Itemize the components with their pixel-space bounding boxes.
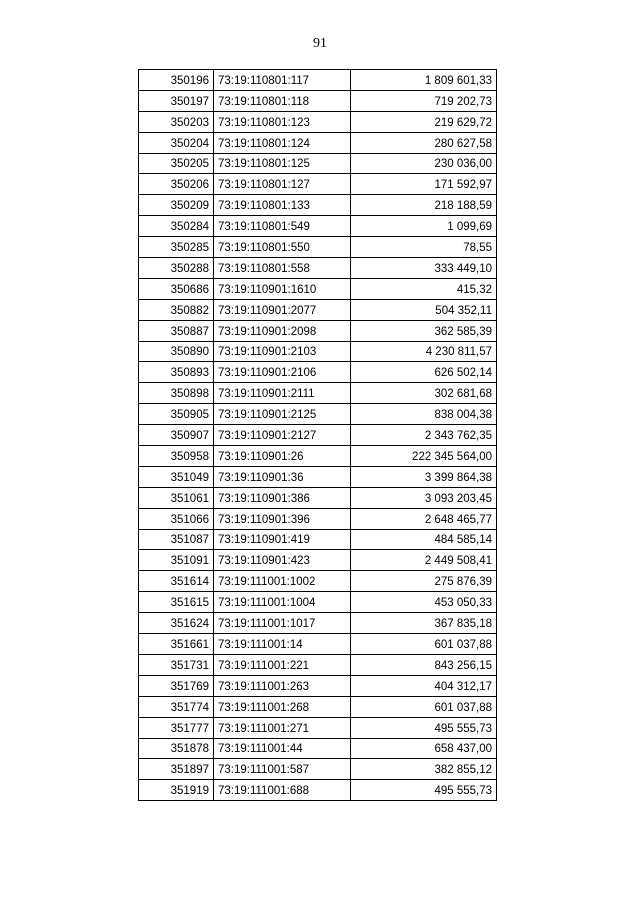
table-row bbox=[139, 111, 497, 132]
cadastral-number-cell: 73:19:110801:133 bbox=[214, 195, 351, 216]
cadastral-number-cell: 73:19:110801:125 bbox=[214, 153, 351, 174]
table-row bbox=[139, 613, 497, 634]
table-row bbox=[139, 425, 497, 446]
amount-cell: 2 648 465,77 bbox=[351, 508, 497, 529]
row-id-cell: 350893 bbox=[139, 362, 214, 383]
cadastral-number-cell: 73:19:111001:268 bbox=[214, 696, 351, 717]
amount-cell: 171 592,97 bbox=[351, 174, 497, 195]
row-id-cell: 350284 bbox=[139, 216, 214, 237]
row-id-cell: 351774 bbox=[139, 696, 214, 717]
row-id-cell: 351615 bbox=[139, 592, 214, 613]
amount-cell: 719 202,73 bbox=[351, 90, 497, 111]
amount-cell: 3 399 864,38 bbox=[351, 466, 497, 487]
row-id-cell: 351731 bbox=[139, 654, 214, 675]
cadastral-number-cell: 73:19:110901:423 bbox=[214, 550, 351, 571]
row-id-cell: 350204 bbox=[139, 132, 214, 153]
amount-cell: 601 037,88 bbox=[351, 634, 497, 655]
cadastral-number-cell: 73:19:110901:2098 bbox=[214, 320, 351, 341]
amount-cell: 219 629,72 bbox=[351, 111, 497, 132]
cadastral-number-cell: 73:19:111001:271 bbox=[214, 717, 351, 738]
table-row bbox=[139, 132, 497, 153]
amount-cell: 495 555,73 bbox=[351, 780, 497, 801]
cadastral-number-cell: 73:19:110801:558 bbox=[214, 258, 351, 279]
cadastral-number-cell: 73:19:111001:1017 bbox=[214, 613, 351, 634]
row-id-cell: 351878 bbox=[139, 738, 214, 759]
amount-cell: 275 876,39 bbox=[351, 571, 497, 592]
row-id-cell: 350958 bbox=[139, 446, 214, 467]
cadastral-number-cell: 73:19:110901:386 bbox=[214, 487, 351, 508]
cadastral-number-cell: 73:19:111001:14 bbox=[214, 634, 351, 655]
row-id-cell: 350898 bbox=[139, 383, 214, 404]
amount-cell: 367 835,18 bbox=[351, 613, 497, 634]
page-number: 91 bbox=[313, 36, 327, 51]
cadastral-number-cell: 73:19:110901:2125 bbox=[214, 404, 351, 425]
amount-cell: 838 004,38 bbox=[351, 404, 497, 425]
row-id-cell: 351061 bbox=[139, 487, 214, 508]
amount-cell: 302 681,68 bbox=[351, 383, 497, 404]
cadastral-number-cell: 73:19:110801:117 bbox=[214, 70, 351, 91]
row-id-cell: 351049 bbox=[139, 466, 214, 487]
table-row bbox=[139, 550, 497, 571]
table-row bbox=[139, 654, 497, 675]
row-id-cell: 351066 bbox=[139, 508, 214, 529]
row-id-cell: 350686 bbox=[139, 278, 214, 299]
cadastral-number-cell: 73:19:110901:2106 bbox=[214, 362, 351, 383]
table-row bbox=[139, 195, 497, 216]
table-row bbox=[139, 90, 497, 111]
table-row bbox=[139, 696, 497, 717]
cadastral-number-cell: 73:19:110801:123 bbox=[214, 111, 351, 132]
row-id-cell: 351919 bbox=[139, 780, 214, 801]
amount-cell: 230 036,00 bbox=[351, 153, 497, 174]
data-table bbox=[138, 69, 497, 801]
amount-cell: 382 855,12 bbox=[351, 759, 497, 780]
cadastral-number-cell: 73:19:110901:36 bbox=[214, 466, 351, 487]
table-row bbox=[139, 362, 497, 383]
table-row bbox=[139, 299, 497, 320]
amount-cell: 78,55 bbox=[351, 237, 497, 258]
row-id-cell: 350205 bbox=[139, 153, 214, 174]
table-row bbox=[139, 634, 497, 655]
cadastral-number-cell: 73:19:111001:44 bbox=[214, 738, 351, 759]
amount-cell: 1 099,69 bbox=[351, 216, 497, 237]
row-id-cell: 351897 bbox=[139, 759, 214, 780]
row-id-cell: 350203 bbox=[139, 111, 214, 132]
cadastral-number-cell: 73:19:110901:26 bbox=[214, 446, 351, 467]
amount-cell: 222 345 564,00 bbox=[351, 446, 497, 467]
amount-cell: 658 437,00 bbox=[351, 738, 497, 759]
amount-cell: 404 312,17 bbox=[351, 675, 497, 696]
row-id-cell: 350209 bbox=[139, 195, 214, 216]
amount-cell: 362 585,39 bbox=[351, 320, 497, 341]
cadastral-number-cell: 73:19:110801:124 bbox=[214, 132, 351, 153]
row-id-cell: 351661 bbox=[139, 634, 214, 655]
table-row bbox=[139, 216, 497, 237]
amount-cell: 1 809 601,33 bbox=[351, 70, 497, 91]
table-row bbox=[139, 592, 497, 613]
table-row bbox=[139, 383, 497, 404]
row-id-cell: 351624 bbox=[139, 613, 214, 634]
cadastral-number-cell: 73:19:110901:2127 bbox=[214, 425, 351, 446]
amount-cell: 333 449,10 bbox=[351, 258, 497, 279]
cadastral-number-cell: 73:19:110901:2077 bbox=[214, 299, 351, 320]
cadastral-number-cell: 73:19:110801:127 bbox=[214, 174, 351, 195]
table-row bbox=[139, 675, 497, 696]
cadastral-number-cell: 73:19:110801:118 bbox=[214, 90, 351, 111]
table-row bbox=[139, 153, 497, 174]
table-row bbox=[139, 278, 497, 299]
row-id-cell: 350890 bbox=[139, 341, 214, 362]
amount-cell: 2 343 762,35 bbox=[351, 425, 497, 446]
cadastral-number-cell: 73:19:111001:263 bbox=[214, 675, 351, 696]
cadastral-number-cell: 73:19:110801:550 bbox=[214, 237, 351, 258]
cadastral-number-cell: 73:19:111001:1002 bbox=[214, 571, 351, 592]
row-id-cell: 350285 bbox=[139, 237, 214, 258]
table-row bbox=[139, 446, 497, 467]
row-id-cell: 351777 bbox=[139, 717, 214, 738]
cadastral-number-cell: 73:19:111001:587 bbox=[214, 759, 351, 780]
cadastral-number-cell: 73:19:110801:549 bbox=[214, 216, 351, 237]
table-row bbox=[139, 70, 497, 91]
amount-cell: 495 555,73 bbox=[351, 717, 497, 738]
row-id-cell: 350196 bbox=[139, 70, 214, 91]
table-row bbox=[139, 341, 497, 362]
row-id-cell: 350907 bbox=[139, 425, 214, 446]
amount-cell: 4 230 811,57 bbox=[351, 341, 497, 362]
table-row bbox=[139, 738, 497, 759]
amount-cell: 218 188,59 bbox=[351, 195, 497, 216]
row-id-cell: 351769 bbox=[139, 675, 214, 696]
table-row bbox=[139, 717, 497, 738]
table-row bbox=[139, 466, 497, 487]
amount-cell: 415,32 bbox=[351, 278, 497, 299]
row-id-cell: 351087 bbox=[139, 529, 214, 550]
row-id-cell: 350905 bbox=[139, 404, 214, 425]
row-id-cell: 350288 bbox=[139, 258, 214, 279]
row-id-cell: 350882 bbox=[139, 299, 214, 320]
amount-cell: 2 449 508,41 bbox=[351, 550, 497, 571]
row-id-cell: 350206 bbox=[139, 174, 214, 195]
row-id-cell: 350197 bbox=[139, 90, 214, 111]
row-id-cell: 351614 bbox=[139, 571, 214, 592]
table-row bbox=[139, 780, 497, 801]
cadastral-number-cell: 73:19:111001:688 bbox=[214, 780, 351, 801]
amount-cell: 280 627,58 bbox=[351, 132, 497, 153]
amount-cell: 3 093 203,45 bbox=[351, 487, 497, 508]
table-row bbox=[139, 571, 497, 592]
amount-cell: 453 050,33 bbox=[351, 592, 497, 613]
cadastral-number-cell: 73:19:111001:221 bbox=[214, 654, 351, 675]
table-body bbox=[139, 70, 497, 801]
table-row bbox=[139, 508, 497, 529]
amount-cell: 484 585,14 bbox=[351, 529, 497, 550]
amount-cell: 601 037,88 bbox=[351, 696, 497, 717]
table-row bbox=[139, 174, 497, 195]
cadastral-number-cell: 73:19:110901:2103 bbox=[214, 341, 351, 362]
table-row bbox=[139, 237, 497, 258]
amount-cell: 843 256,15 bbox=[351, 654, 497, 675]
amount-cell: 504 352,11 bbox=[351, 299, 497, 320]
table-row bbox=[139, 529, 497, 550]
cadastral-number-cell: 73:19:110901:396 bbox=[214, 508, 351, 529]
table-row bbox=[139, 487, 497, 508]
cadastral-number-cell: 73:19:111001:1004 bbox=[214, 592, 351, 613]
amount-cell: 626 502,14 bbox=[351, 362, 497, 383]
table-row bbox=[139, 759, 497, 780]
table-row bbox=[139, 404, 497, 425]
row-id-cell: 350887 bbox=[139, 320, 214, 341]
row-id-cell: 351091 bbox=[139, 550, 214, 571]
table-row bbox=[139, 320, 497, 341]
cadastral-number-cell: 73:19:110901:2111 bbox=[214, 383, 351, 404]
cadastral-number-cell: 73:19:110901:419 bbox=[214, 529, 351, 550]
table-row bbox=[139, 258, 497, 279]
cadastral-number-cell: 73:19:110901:1610 bbox=[214, 278, 351, 299]
